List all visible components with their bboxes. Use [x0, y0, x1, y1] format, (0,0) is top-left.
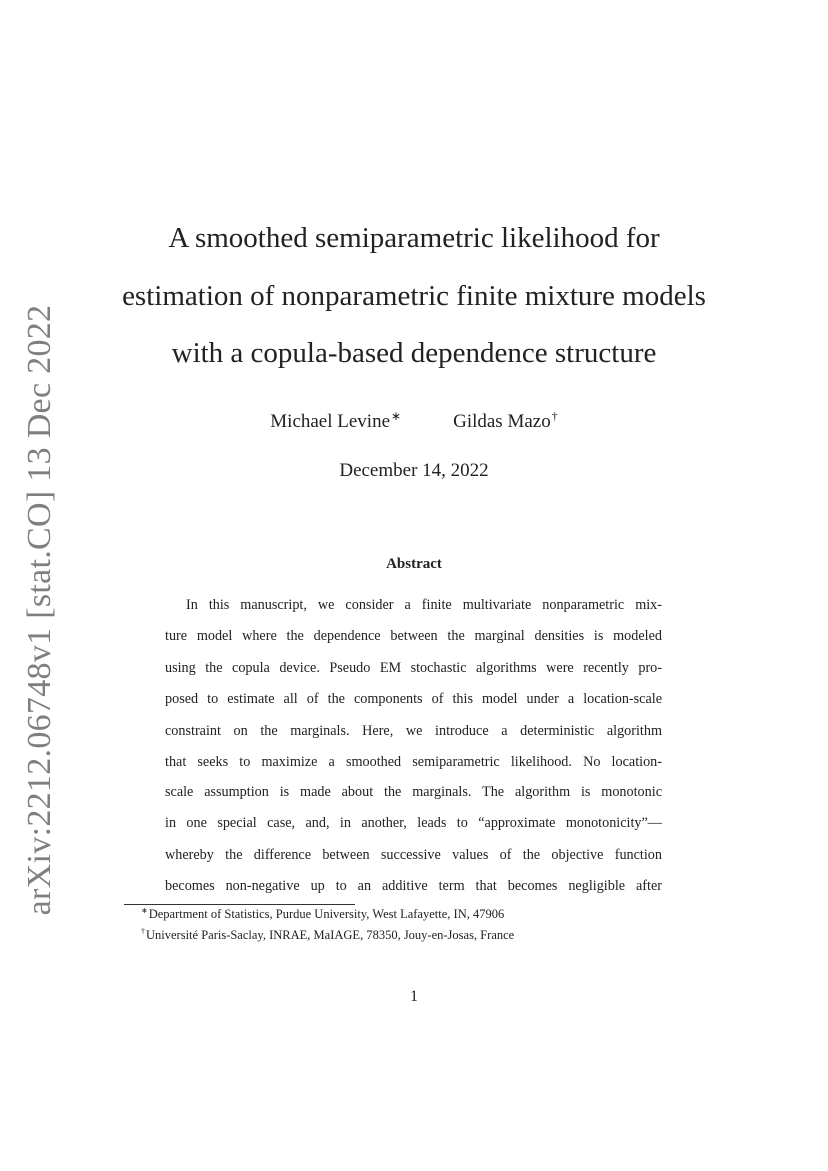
abstract-line: scale assumption is made about the marginals. The algorithm is monotonic [165, 784, 662, 800]
page-number: 1 [410, 988, 418, 1005]
abstract-line: ture model where the dependence between the marginal densities is modeled [165, 628, 662, 644]
title-line-1: A smoothed semiparametric likelihood for [168, 222, 660, 254]
author-1 [270, 409, 401, 433]
footnote-1 [141, 906, 504, 922]
title-line-2: estimation of nonparametric finite mixture models [122, 280, 706, 312]
author-1-mark: ∗ [391, 409, 402, 423]
abstract-line: becomes non-negative up to an additive term that becomes negligible after [165, 878, 662, 894]
abstract-line: using the copula device. Pseudo EM stochastic algorithms were recently pro- [165, 660, 662, 676]
author-list [0, 409, 828, 433]
abstract-line: in one special case, and, in another, leads to “approximate monotonicity”— [165, 815, 662, 831]
abstract-line: posed to estimate all of the components of this model under a location-scale [165, 691, 662, 707]
arxiv-identifier-text: arXiv:2212.06748v1 [stat.CO] 13 Dec 2022 [21, 304, 58, 916]
footnote-2 [141, 927, 514, 943]
footnote-2-text: Université Paris-Saclay, INRAE, MaIAGE, 78350, Jouy-en-Josas, France [146, 928, 515, 942]
author-2-name: Gildas Mazo [453, 411, 551, 432]
abstract-line: whereby the difference between successive values of the objective function [165, 847, 662, 863]
abstract-heading: Abstract [386, 556, 442, 572]
footnote-1-text: Department of Statistics, Purdue University, West Lafayette, IN, 47906 [148, 907, 505, 921]
publication-date: December 14, 2022 [339, 460, 489, 481]
abstract-line: constraint on the marginals. Here, we introduce a deterministic algorithm [165, 723, 662, 739]
author-2 [453, 409, 558, 433]
footnote-rule [124, 904, 355, 905]
title-line-3: with a copula-based dependence structure [171, 337, 657, 369]
footnote-1-mark: ∗ [141, 906, 148, 915]
abstract-line: In this manuscript, we consider a finite multivariate nonparametric mix- [186, 597, 662, 613]
abstract-line: that seeks to maximize a smoothed semiparametric likelihood. No location- [165, 754, 662, 770]
author-1-name: Michael Levine [270, 411, 391, 432]
footnote-2-mark: † [141, 927, 145, 936]
author-2-mark: † [551, 409, 558, 423]
